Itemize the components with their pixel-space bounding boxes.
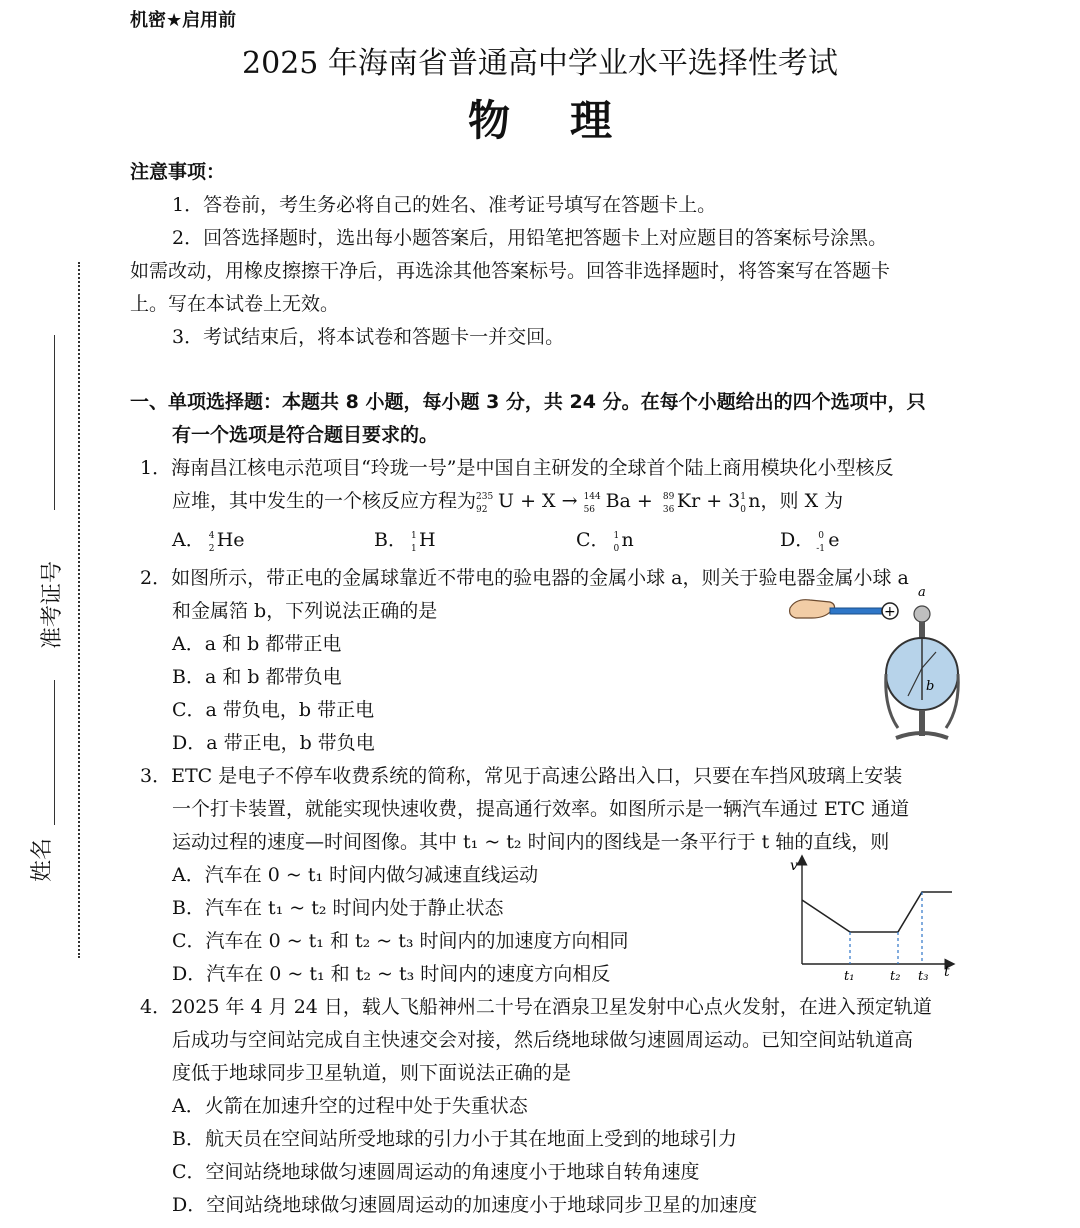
charged-rod <box>830 608 886 614</box>
binding-dotted-line <box>78 262 80 958</box>
q1-option-d[interactable]: D． 0 -1 e <box>780 529 840 554</box>
section-heading-line2: 有一个选项是符合题目要求的。 <box>172 424 439 446</box>
charge-plus-sign: + <box>884 604 896 620</box>
q4-option-d[interactable]: D．空间站绕地球做匀速圆周运动的加速度小于地球同步卫星的加速度 <box>172 1194 758 1216</box>
confidential-label: 机密★启用前 <box>130 10 237 31</box>
q1-option-c[interactable]: C． 1 0 n <box>576 529 634 554</box>
label-a: a <box>918 588 926 600</box>
q2-option-d[interactable]: D．a 带正电，b 带负电 <box>172 732 375 754</box>
exam-title: 2025 年海南省普通高中学业水平选择性考试 <box>242 46 838 81</box>
label-b: b <box>926 679 935 694</box>
vt-curve <box>802 892 952 932</box>
q4-line2: 后成功与空间站完成自主快速交会对接，然后绕地球做匀速圆周运动。已知空间站轨道高 <box>172 1029 914 1051</box>
q2-option-c[interactable]: C．a 带负电，b 带正电 <box>172 699 375 721</box>
notice-item-2-line3: 上。写在本试卷上无效。 <box>130 293 340 315</box>
v-axis-label: v <box>790 858 798 874</box>
q3-line3: 运动过程的速度—时间图像。其中 t₁ ~ t₂ 时间内的图线是一条平行于 t 轴的直线，则 <box>172 831 890 853</box>
q3-line1: 3．ETC 是电子不停车收费系统的简称，常见于高速公路出入口，只要在车挡风玻璃上安装 <box>140 765 903 787</box>
q1-line2: 应堆，其中发生的一个核反应方程为 235 92 U + X → 144 56 Ba + 89 36 Kr + 3 1 0 n，则 X 为 <box>172 490 844 515</box>
electroscope-stem <box>919 622 925 638</box>
q2-line2: 和金属箔 b，下列说法正确的是 <box>172 600 438 622</box>
q1-option-b[interactable]: B． 1 1 H <box>374 529 436 554</box>
t1-label: t₁ <box>844 969 855 984</box>
subject-title: 物理 <box>467 96 672 145</box>
exam-id-label: 准考证号 <box>40 561 65 650</box>
q1-line1: 1．海南昌江核电示范项目“玲珑一号”是中国自主研发的全球首个陆上商用模块化小型核反 <box>140 457 894 479</box>
section-heading-line1: 一、单项选择题：本题共 8 小题，每小题 3 分，共 24 分。在每个小题给出的四个选项中，只 <box>130 391 926 413</box>
vt-graph <box>786 852 962 984</box>
notice-item-1: 1．答卷前，考生务必将自己的姓名、准考证号填写在答题卡上。 <box>172 194 717 216</box>
q4-line1: 4．2025 年 4 月 24 日，载人飞船神州二十号在酒泉卫星发射中心点火发射，在进入预定轨道 <box>140 996 932 1018</box>
q4-option-a[interactable]: A．火箭在加速升空的过程中处于失重状态 <box>172 1095 528 1117</box>
q1-option-a[interactable]: A． 4 2 He <box>172 529 245 554</box>
name-label: 姓名 <box>30 838 55 883</box>
t-axis-label: t <box>944 964 950 980</box>
q4-line3: 度低于地球同步卫星轨道，则下面说法正确的是 <box>172 1062 572 1084</box>
q3-option-b[interactable]: B．汽车在 t₁ ~ t₂ 时间内处于静止状态 <box>172 897 504 919</box>
q3-option-d[interactable]: D．汽车在 0 ~ t₁ 和 t₂ ~ t₃ 时间内的速度方向相反 <box>172 963 611 985</box>
q4-option-b[interactable]: B．航天员在空间站所受地球的引力小于其在地面上受到的地球引力 <box>172 1128 737 1150</box>
exam-id-underline-top <box>54 335 55 510</box>
notice-item-2-line2: 如需改动，用橡皮擦擦干净后，再选涂其他答案标号。回答非选择题时，将答案写在答题卡 <box>130 260 891 282</box>
electroscope-ball-a <box>914 606 930 622</box>
hand-icon <box>790 600 835 618</box>
t3-label: t₃ <box>918 969 929 984</box>
q3-option-a[interactable]: A．汽车在 0 ~ t₁ 时间内做匀减速直线运动 <box>172 864 539 886</box>
q4-option-c[interactable]: C．空间站绕地球做匀速圆周运动的角速度小于地球自转角速度 <box>172 1161 700 1183</box>
q2-option-b[interactable]: B．a 和 b 都带负电 <box>172 666 342 688</box>
t2-label: t₂ <box>890 969 901 984</box>
exam-id-name-divider-line <box>54 680 55 825</box>
q3-line2: 一个打卡装置，就能实现快速收费，提高通行效率。如图所示是一辆汽车通过 ETC 通道 <box>172 798 910 820</box>
q3-option-c[interactable]: C．汽车在 0 ~ t₁ 和 t₂ ~ t₃ 时间内的加速度方向相同 <box>172 930 629 952</box>
q2-option-a[interactable]: A．a 和 b 都带正电 <box>172 633 342 655</box>
notice-item-2-line1: 2．回答选择题时，选出每小题答案后，用铅笔把答题卡上对应题目的答案标号涂黑。 <box>172 227 888 249</box>
notice-item-3: 3．考试结束后，将本试卷和答题卡一并交回。 <box>172 326 565 348</box>
notice-heading: 注意事项： <box>130 161 226 183</box>
electroscope-figure <box>786 588 966 748</box>
q2-line1: 2．如图所示，带正电的金属球靠近不带电的验电器的金属小球 a，则关于验电器金属小球 a <box>140 567 909 589</box>
